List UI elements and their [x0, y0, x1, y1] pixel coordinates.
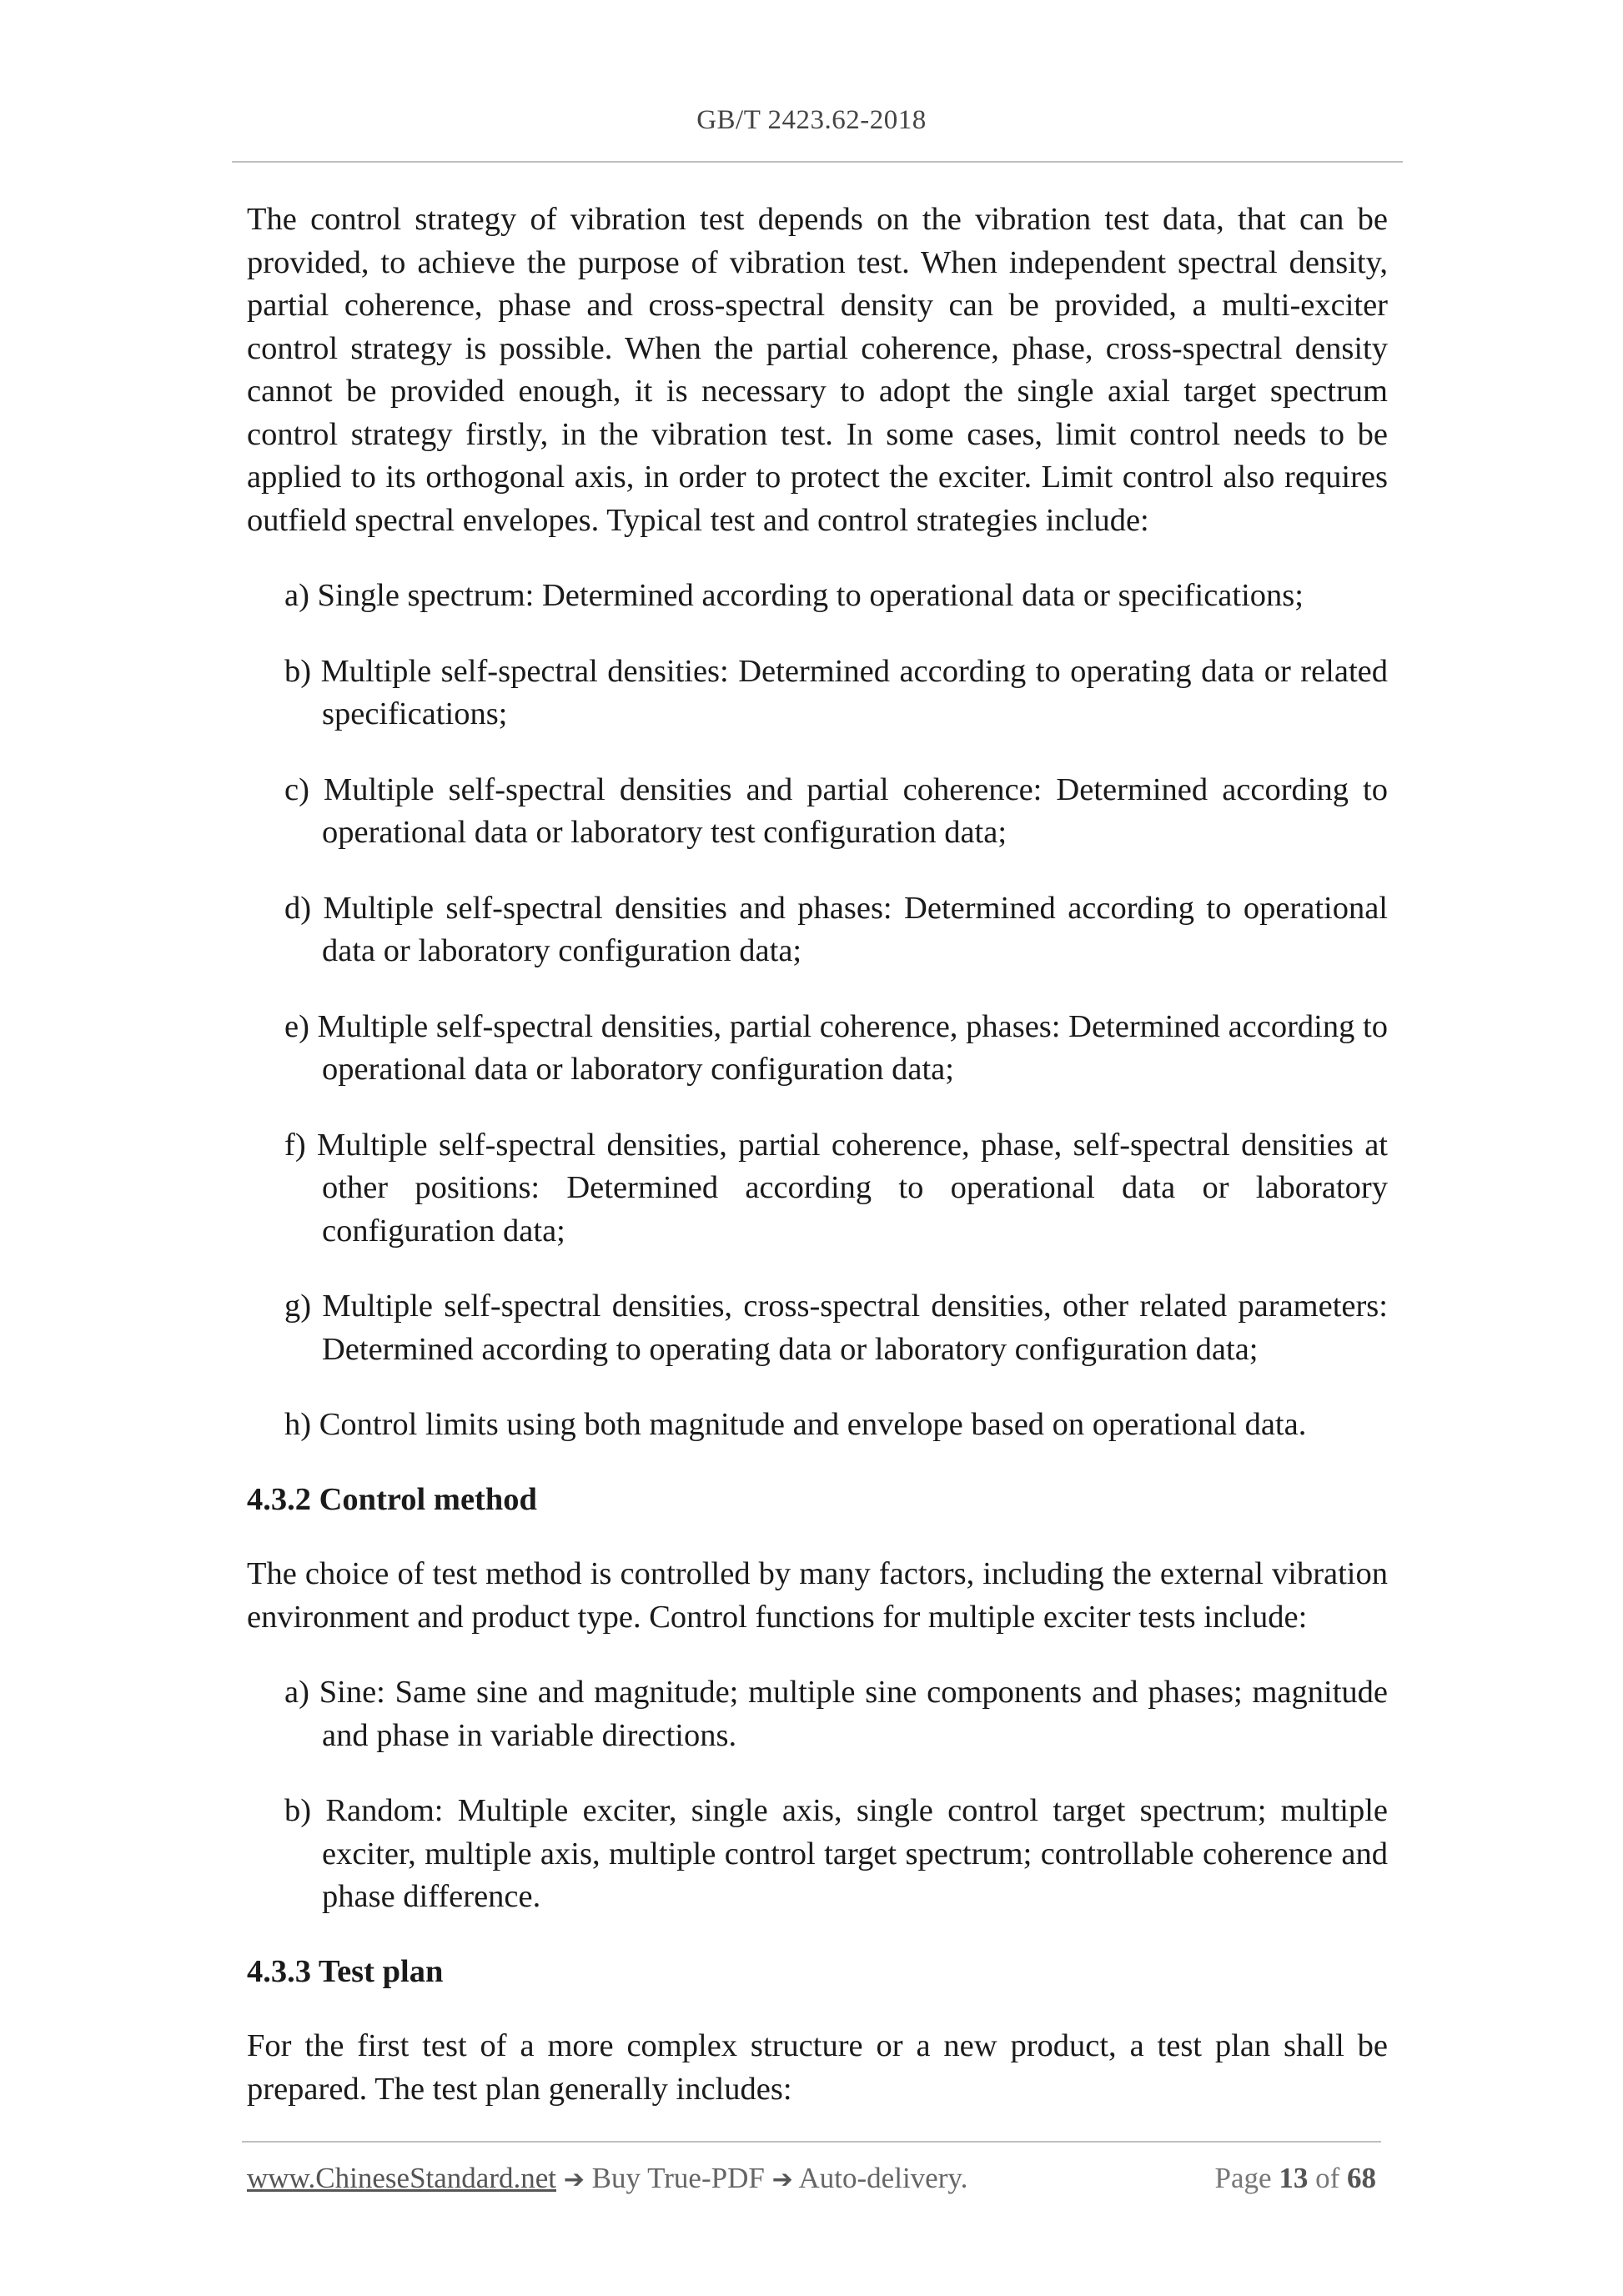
total-pages: 68: [1347, 2162, 1376, 2194]
strategy-item-f: f) Multiple self-spectral densities, partial coherence, phase, self-spectral densities at other positions: Determined according to operational data or laboratory configuration data;: [284, 1127, 1388, 1248]
of-label: of: [1315, 2162, 1340, 2194]
strategy-item-a: a) Single spectrum: Determined according to operational data or specifications;: [284, 578, 1304, 613]
control-method-paragraph: The choice of test method is controlled by many factors, including the external vibration environment and product type. Control functions for multiple exciter tests include:: [247, 1556, 1388, 1635]
right-arrow-icon: ➔: [771, 2165, 793, 2194]
strategy-item-d: d) Multiple self-spectral densities and phases: Determined according to operational data or laboratory configuration data;: [284, 890, 1388, 968]
intro-paragraph: The control strategy of vibration test depends on the vibration test data, that can be provided, to achieve the purpose of vibration test. When independent spectral density, partial coherence, phase and cross-spectral density can be provided, a multi-exciter control strategy is possible. When the partial coherence, phase, cross-spectral density cannot be provided enough, it is necessary to adopt the single axial target spectrum control strategy firstly, in the vibration test. In some cases, limit control needs to be applied to its orthogonal axis, in order to protect the exciter. Limit control also requires outfield spectral envelopes. Typical test and control strategies include:: [247, 202, 1388, 538]
strategy-item-c: c) Multiple self-spectral densities and partial coherence: Determined according to operational data or laboratory test configuration data;: [284, 771, 1388, 850]
strategy-item-b: b) Multiple self-spectral densities: Determined according to operating data or related specifications;: [284, 653, 1388, 731]
page-indicator: [1215, 2162, 1376, 2195]
page-content: [247, 198, 1388, 2111]
strategy-item-e: e) Multiple self-spectral densities, partial coherence, phases: Determined according to operational data or laboratory configuration data;: [284, 1008, 1388, 1087]
section-heading-4-3-3: 4.3.3 Test plan: [247, 1953, 444, 1989]
footer-divider: [242, 2141, 1381, 2143]
page-number: 13: [1279, 2162, 1309, 2194]
page-label: Page: [1214, 2162, 1272, 2194]
strategy-item-g: g) Multiple self-spectral densities, cross-spectral densities, other related parameters: Determined according to operating data or laboratory configuration data;: [284, 1289, 1388, 1367]
right-arrow-icon: ➔: [563, 2165, 585, 2194]
website-link[interactable]: www.ChineseStandard.net: [247, 2162, 556, 2194]
footer-promo: [247, 2162, 967, 2195]
control-function-item-a: a) Sine: Same sine and magnitude; multiple sine components and phases; magnitude and phase in variable directions.: [284, 1675, 1388, 1753]
footer-segment-delivery: Auto-delivery.: [798, 2162, 968, 2194]
strategy-item-h: h) Control limits using both magnitude and envelope based on operational data.: [284, 1407, 1307, 1442]
footer-segment-buy: Buy True-PDF: [591, 2162, 765, 2194]
page-header: GB/T 2423.62-2018: [696, 105, 927, 135]
test-plan-paragraph: For the first test of a more complex structure or a new product, a test plan shall be prepared. The test plan generally includes:: [247, 2028, 1388, 2107]
header-divider: [232, 161, 1403, 163]
control-function-item-b: b) Random: Multiple exciter, single axis, single control target spectrum; multiple exciter, multiple axis, multiple control target spectrum; controllable coherence and phase difference.: [284, 1793, 1388, 1914]
section-heading-4-3-2: 4.3.2 Control method: [247, 1481, 537, 1517]
